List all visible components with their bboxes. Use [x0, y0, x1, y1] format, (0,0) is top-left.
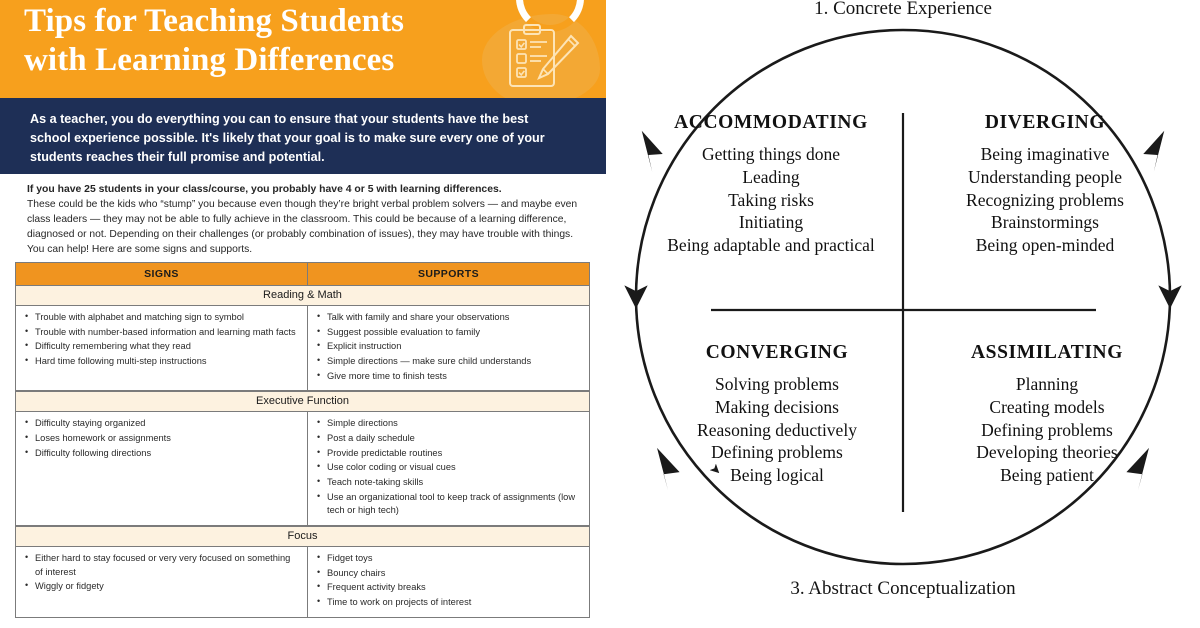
supports-cell	[308, 412, 589, 525]
list-item: • Use an organizational tool to keep track of assignments (low tech or high tech)	[316, 491, 581, 518]
list-item: • Explicit instruction	[316, 340, 581, 354]
quadrant-item: Being adaptable and practical	[667, 235, 875, 255]
table-header-row	[16, 263, 589, 286]
quadrant-item: Developing theories	[976, 442, 1118, 463]
quadrant-item: Being imaginative	[980, 144, 1110, 164]
list-item: • Difficulty remembering what they read	[24, 340, 299, 354]
quadrant-converging	[646, 342, 908, 487]
quadrant-title: CONVERGING	[705, 342, 849, 363]
quadrant-item: Getting things done	[701, 144, 841, 164]
list-item: • Simple directions — make sure child understands	[316, 355, 581, 369]
quadrant-item: Leading	[742, 166, 800, 187]
list-item: • Provide predictable routines	[316, 447, 581, 461]
quadrant-accommodating	[636, 112, 906, 257]
table-row	[16, 306, 589, 391]
quadrant-item: Recognizing problems	[966, 189, 1124, 210]
quadrant-item: Taking risks	[728, 189, 814, 210]
navy-paragraph: As a teacher, you do everything you can to ensure that your students have the best school experience possible. It's likely that your goal is to make sure every one of your students reaches their full promise and potential.	[30, 112, 545, 165]
quadrant-title: DIVERGING	[984, 112, 1106, 133]
quadrant-item: Defining problems	[711, 442, 843, 463]
stage-label-abstract-conceptualization: 3. Abstract Conceptualization	[790, 578, 1016, 599]
list-item: • Suggest possible evaluation to family	[316, 326, 581, 340]
quadrant-item: Solving problems	[715, 374, 839, 394]
quadrant-assimilating	[918, 342, 1176, 487]
signs-supports-table	[15, 262, 590, 618]
quadrant-item: Defining problems	[981, 419, 1113, 440]
list-item: • Give more time to finish tests	[316, 370, 581, 384]
infographic-title	[24, 2, 484, 80]
supports-list	[316, 417, 581, 518]
list-item: • Difficulty following directions	[24, 447, 299, 461]
list-item: • Either hard to stay focused or very very focused on something of interest	[24, 552, 299, 579]
supports-list	[316, 311, 581, 383]
quadrant-item: Being open-minded	[975, 235, 1115, 255]
quadrant-item: Planning	[1015, 374, 1079, 394]
table-row	[16, 547, 589, 617]
list-item: • Trouble with alphabet and matching sign to symbol	[24, 311, 299, 325]
signs-cell	[16, 547, 308, 617]
list-item: • Talk with family and share your observations	[316, 311, 581, 325]
list-item: • Wiggly or fidgety	[24, 580, 299, 594]
list-item: • Frequent activity breaks	[316, 581, 581, 595]
intro-navy-band	[0, 98, 606, 174]
section-title-row: Executive Function	[16, 391, 589, 412]
signs-list	[24, 552, 299, 594]
list-item: • Hard time following multi-step instructions	[24, 355, 299, 369]
quadrant-item: Reasoning deductively	[697, 419, 857, 440]
section-title-row: Focus	[16, 526, 589, 547]
kolb-cycle-graphic	[606, 0, 1200, 628]
supports-cell	[308, 547, 589, 617]
quadrant-item: Understanding people	[967, 166, 1123, 187]
supports-cell	[308, 306, 589, 390]
supports-list	[316, 552, 581, 610]
quadrant-title: ASSIMILATING	[970, 342, 1124, 363]
list-item: • Time to work on projects of interest	[316, 596, 581, 610]
list-item: • Use color coding or visual cues	[316, 461, 581, 475]
quadrant-item: Being patient	[1000, 465, 1094, 485]
intro-paragraph	[27, 182, 592, 258]
kolb-learning-cycle-diagram	[606, 0, 1200, 628]
list-item: • Teach note-taking skills	[316, 476, 581, 490]
quadrant-diverging	[916, 112, 1174, 257]
quadrant-item: Brainstormings	[991, 212, 1099, 233]
quadrant-item: Being logical	[730, 465, 824, 485]
table-row	[16, 412, 589, 526]
quadrant-item: Initiating	[738, 212, 804, 233]
stage-label-concrete-experience: 1. Concrete Experience	[814, 0, 992, 19]
intro-body: These could be the kids who “stump” you because even though they’re bright verbal problem solvers — and maybe even class leaders — they may not be able to fully achieve in the classroom. This could be because of a learning difference, diagnosed or not. Depending on their challenges (or probably combination of issues), they may have trouble with things. You can help! Here are some signs and supports.	[27, 199, 578, 255]
signs-list	[24, 311, 299, 369]
list-item: • Fidget toys	[316, 552, 581, 566]
clipboard-checklist-icon	[498, 22, 584, 92]
list-item: • Post a daily schedule	[316, 432, 581, 446]
column-header-signs: SIGNS	[16, 263, 308, 285]
section-title-row: Reading & Math	[16, 286, 589, 306]
signs-cell	[16, 412, 308, 525]
list-item: • Difficulty staying organized	[24, 417, 299, 431]
column-header-supports: SUPPORTS	[418, 268, 479, 280]
quadrant-item: Creating models	[989, 396, 1105, 417]
infographic-header	[0, 0, 606, 98]
title-line-2: with Learning Differences	[24, 41, 395, 78]
list-item: • Trouble with number-based information and learning math facts	[24, 326, 299, 340]
intro-lead: If you have 25 students in your class/course, you probably have 4 or 5 with learning differences.	[27, 184, 502, 195]
title-line-1: Tips for Teaching Students	[24, 3, 405, 39]
quadrant-title: ACCOMMODATING	[674, 112, 868, 133]
list-item: • Bouncy chairs	[316, 567, 581, 581]
signs-cell	[16, 306, 308, 390]
quadrant-item: Making decisions	[715, 396, 839, 417]
list-item: • Loses homework or assignments	[24, 432, 299, 446]
list-item: • Simple directions	[316, 417, 581, 431]
signs-list	[24, 417, 299, 460]
